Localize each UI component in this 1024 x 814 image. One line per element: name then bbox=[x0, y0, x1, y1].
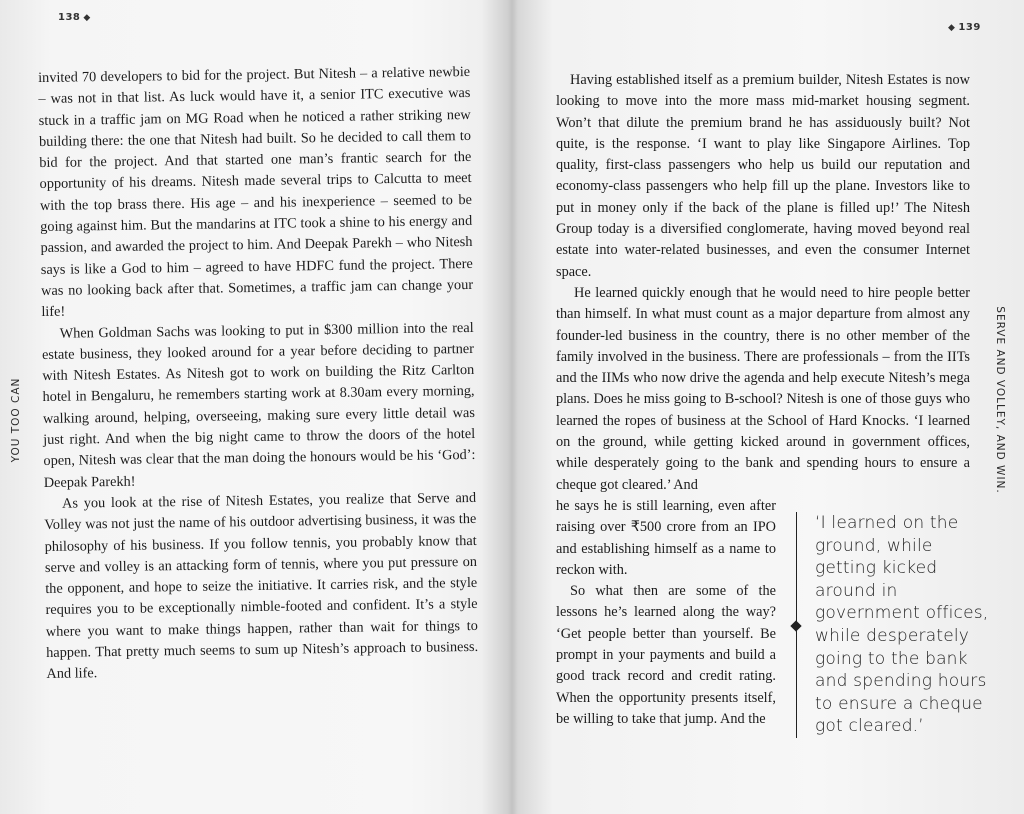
narrow-column bbox=[556, 496, 776, 730]
paragraph: he says he is still learning, even after raising over ₹500 crore from an IPO and establishing himself as a name to reckon with. bbox=[556, 497, 776, 578]
left-body-text bbox=[38, 62, 479, 686]
page-number-left-value: 138 bbox=[58, 12, 81, 23]
page-number-right bbox=[945, 22, 981, 33]
running-head-left: YOU TOO CAN bbox=[10, 377, 22, 463]
page-number-left bbox=[58, 12, 94, 23]
paragraph: When Goldman Sachs was looking to put in $300 million into the real estate business, they looked around for a year before deciding to partner with Nitesh Estates. As Nitesh got to work on building the Ritz Carlton hotel in Bengaluru, he remembers starting work at 8.30am every morning, walking around, helping, overseeing, making sure every little detail was just right. And when the big night came to throw the doors of the hotel open, Nitesh was clear that the man doing the honours would be his ‘God’: Deepak Parekh! bbox=[41, 319, 476, 491]
diamond-icon: ◆ bbox=[83, 13, 91, 23]
pull-quote: ‘I learned on the ground, while getting kicked around in government offices, while desperately going to the bank and spending hours to ensure a cheque got cleared.’ bbox=[796, 512, 995, 738]
paragraph: He learned quickly enough that he would need to hire people better than himself. In what must count as a major departure from almost any founder-led business in the country, there is no other member of the family involved in the business. There are professionals – from the IITs and the IIMs who now drive the agenda and help execute Nitesh’s mega plans. Does he miss going to B-school? Nitesh is one of those guys who learned the ropes of business at the School of Hard Knocks. ‘I learned on the ground, while getting kicked around in government offices, while desperately going to the bank and spending hours to ensure a cheque got cleared.’ And bbox=[556, 284, 970, 493]
right-page bbox=[510, 0, 1024, 814]
running-head-right: SERVE AND VOLLEY, AND WIN. bbox=[994, 306, 1006, 494]
page-number-right-value: 139 bbox=[958, 22, 981, 33]
paragraph: Having established itself as a premium builder, Nitesh Estates is now looking to move into the more mass mid-market housing segment. Won’t that dilute the premium brand he has assiduously built? Not quite, is the response. ‘I want to play like Singapore Airlines. Top quality, first-class passengers who help us build our reputation and economy-class passengers who help fill up the plane. Investors like to put in money only if the back of the plane is filled up!’ The Nitesh Group today is a diversified conglomerate, having moved beyond real estate into water-related businesses, and even the consumer Internet space. bbox=[556, 72, 970, 280]
diamond-icon: ◆ bbox=[948, 23, 956, 33]
paragraph: invited 70 developers to bid for the project. But Nitesh – a relative newbie – was not in that list. As luck would have it, a senior ITC executive was stuck in a traffic jam on MG Road when he noticed a rather striking new building there: the one that Nitesh had built. So he decided to call them to bid for the project. And that started one man’s frantic search for the opportunity of his dreams. Nitesh made several trips to Calcutta to meet with the top brass there. His age – and his inexperience – seemed to be going against him. But the mandarins at ITC took a shine to his energy and passion, and awarded the project to him. And Deepak Parekh – who Nitesh says is like a God to him – agreed to have HDFC fund the project. There was no looking back after that. Sometimes, a traffic jam can change your life! bbox=[38, 63, 474, 321]
paragraph: As you look at the rise of Nitesh Estates, you realize that Serve and Volley was not just the name of his outdoor advertising business, it was the philosophy of his business. If you follow tennis, you probably know that serve and volley is an attacking form of tennis, where you put pressure on the opponent, and hope to seize the initiative. It carries risk, and the style requires you to be exceptionally nimble-footed and confident. It’s a style where you want to make things happen, rather than wait for things to happen. That pretty much seems to sum up Nitesh’s approach to business. And life. bbox=[44, 489, 479, 683]
paragraph: So what then are some of the lessons he’s learned along the way? ‘Get people better than yourself. Be prompt in your payments and build a good track record and credit rating. When the opportunity presents itself, be willing to take that jump. And the bbox=[556, 583, 776, 727]
left-page bbox=[0, 0, 500, 814]
